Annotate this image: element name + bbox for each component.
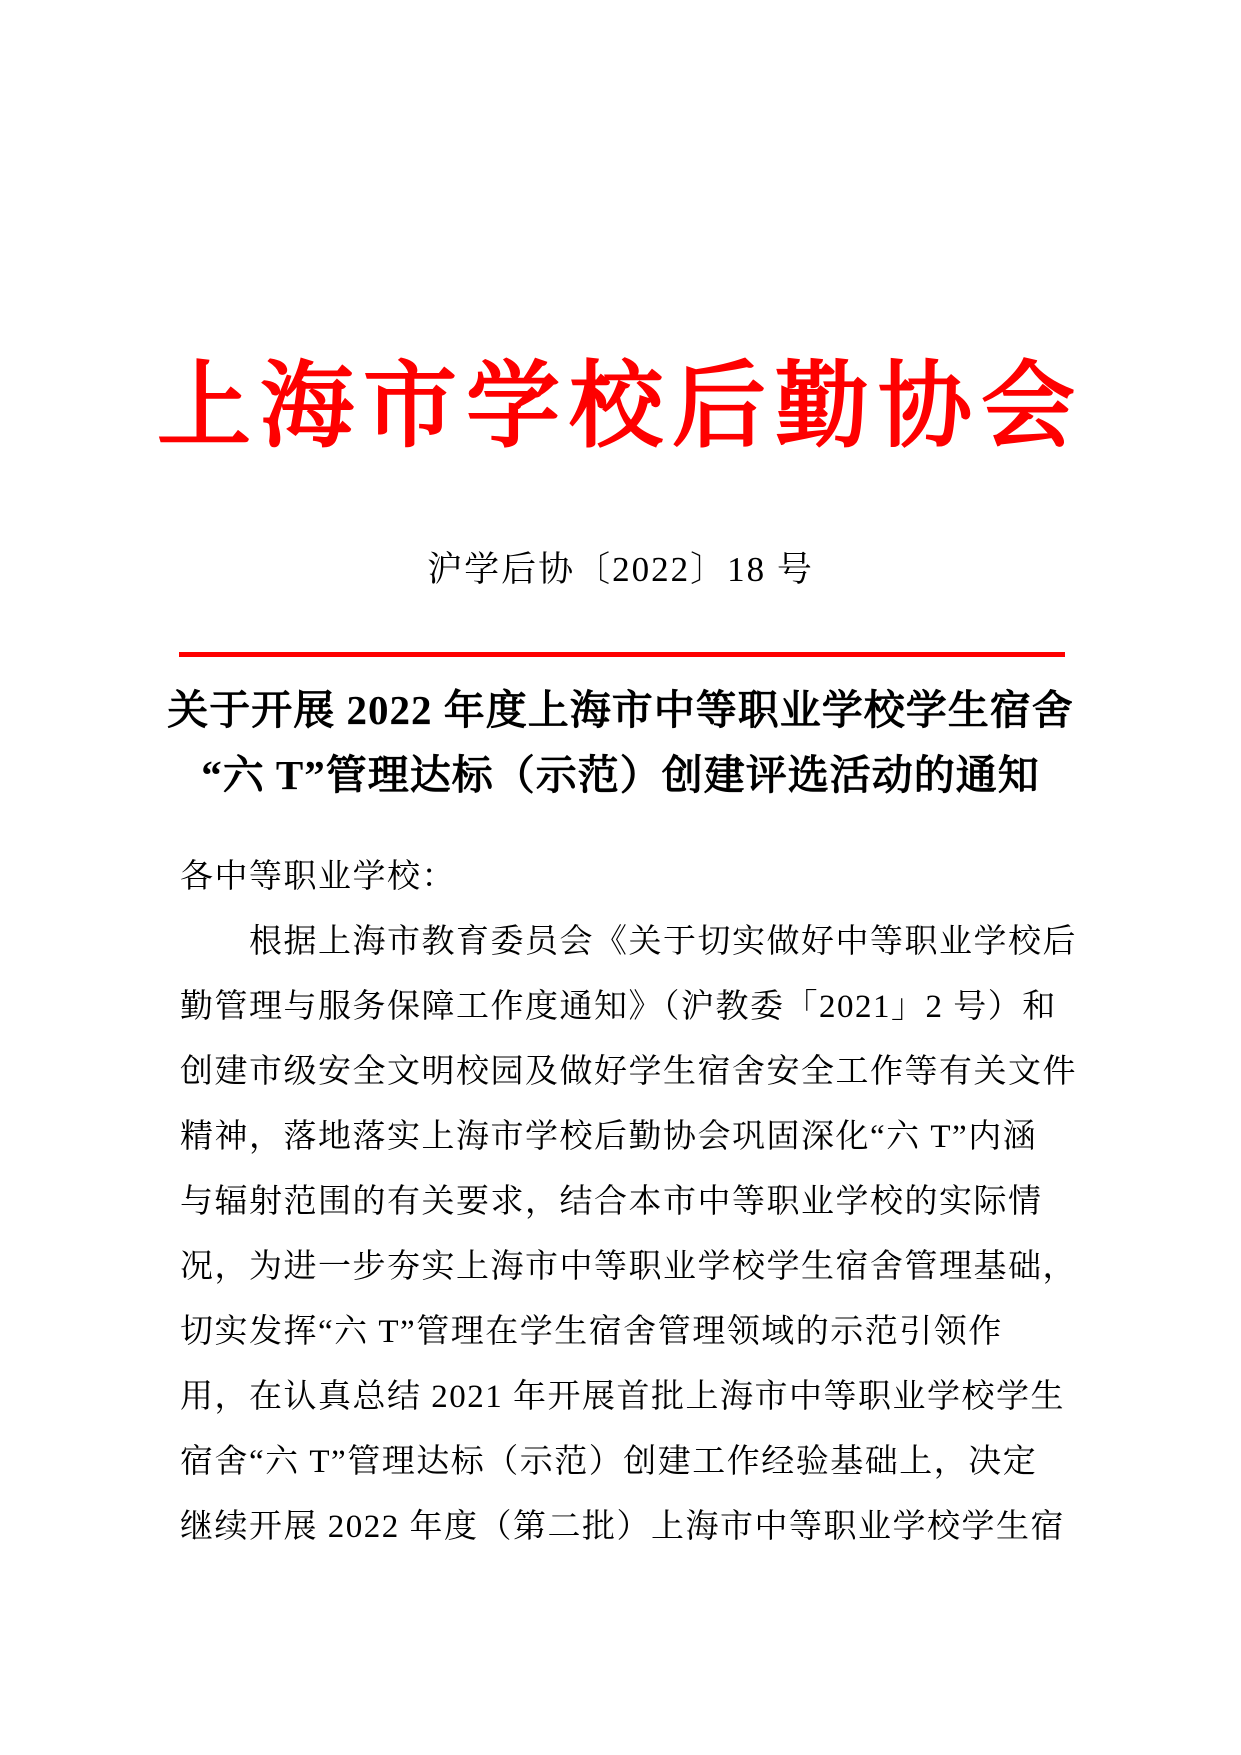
document-title-line-1: 关于开展 2022 年度上海市中等职业学校学生宿舍 (167, 687, 1074, 733)
red-divider-line (179, 652, 1065, 657)
body-line: 根据上海市教育委员会《关于切实做好中等职业学校后 (180, 924, 1077, 960)
organization-letterhead: 上海市学校后勤协会 (156, 355, 1084, 459)
body-line: 精神，落地落实上海市学校后勤协会巩固深化“六 T”内涵 (180, 1119, 1038, 1155)
document-number: 沪学后协〔2022〕18 号 (427, 550, 814, 589)
document-body (180, 845, 1077, 1560)
body-line: 用，在认真总结 2021 年开展首批上海市中等职业学校学生 (180, 1379, 1065, 1415)
body-line: 况，为进一步夯实上海市中等职业学校学生宿舍管理基础， (180, 1249, 1077, 1285)
salutation-line: 各中等职业学校： (180, 859, 456, 895)
body-line: 宿舍“六 T”管理达标（示范）创建工作经验基础上，决定 (180, 1444, 1038, 1480)
document-title (0, 678, 1241, 808)
body-line: 创建市级安全文明校园及做好学生宿舍安全工作等有关文件 (180, 1054, 1077, 1090)
body-line: 勤管理与服务保障工作度通知》（沪教委「2021」2 号）和 (180, 989, 1057, 1025)
body-line: 继续开展 2022 年度（第二批）上海市中等职业学校学生宿 (180, 1509, 1065, 1545)
document-title-line-2: “六 T”管理达标（示范）创建评选活动的通知 (201, 752, 1040, 798)
body-line: 切实发挥“六 T”管理在学生宿舍管理领域的示范引领作 (180, 1314, 1003, 1350)
body-line: 与辐射范围的有关要求，结合本市中等职业学校的实际情 (180, 1184, 1043, 1220)
